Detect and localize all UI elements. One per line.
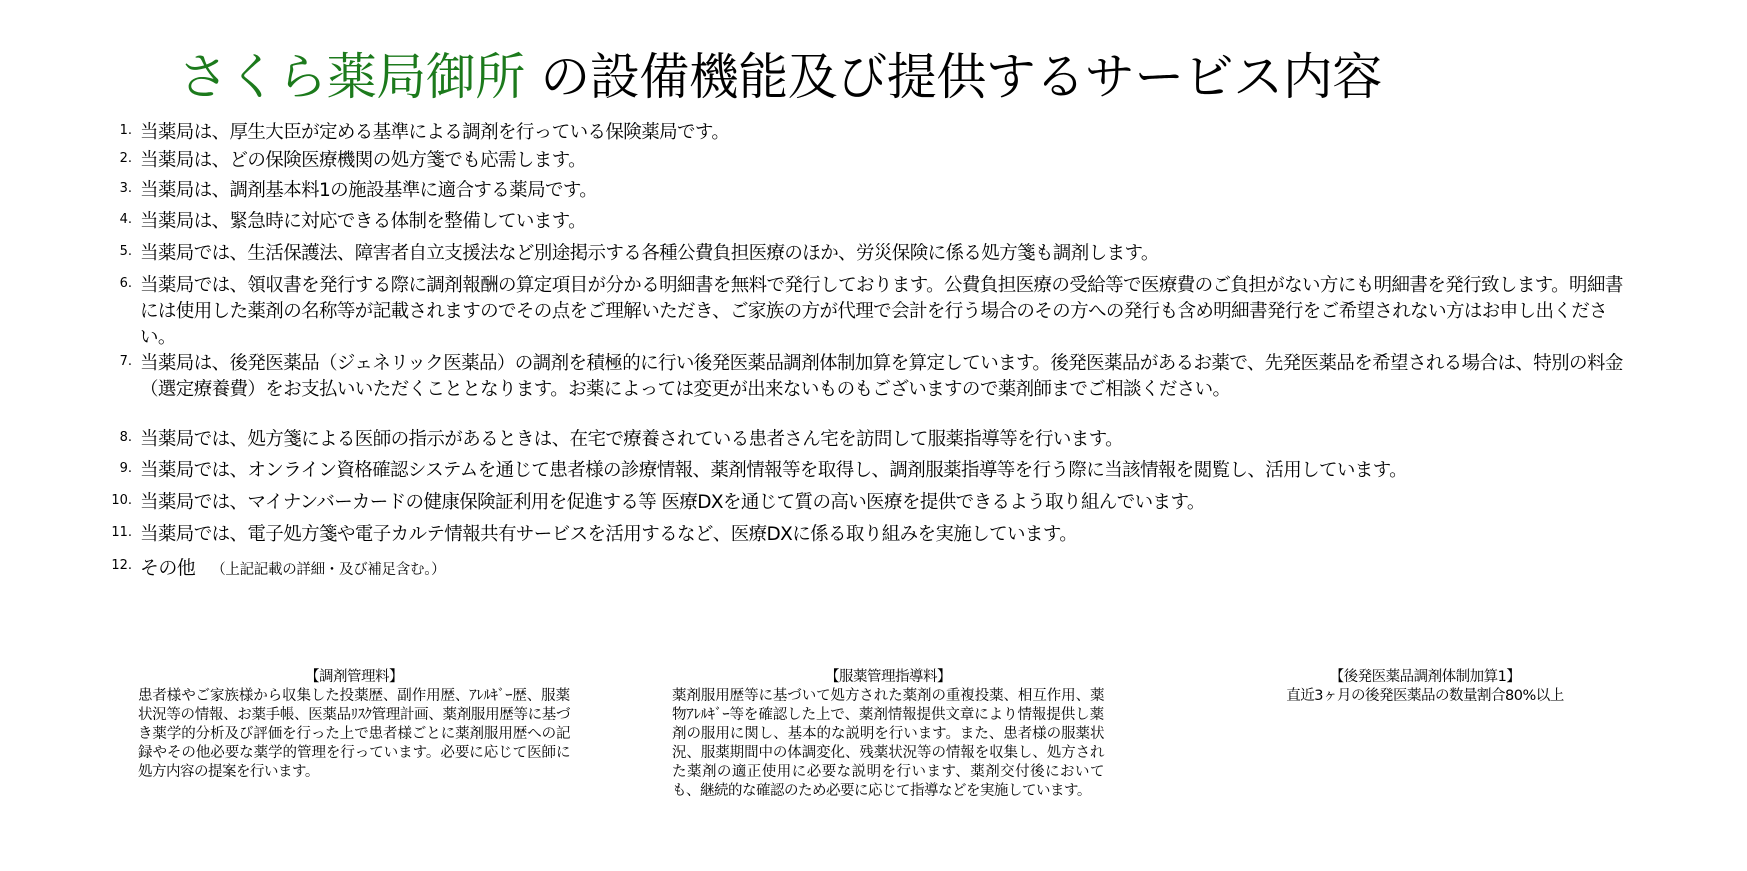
item-text [140, 555, 1640, 583]
item-text: 当薬局は、緊急時に対応できる体制を整備しています。 [140, 211, 587, 232]
item-text: 当薬局は、どの保険医療機関の処方箋でも応需します。 [140, 150, 587, 171]
item-number: 1. [119, 123, 132, 138]
item-text: 当薬局では、電子処方箋や電子カルテ情報共有サービスを活用するなど、医療DXに係る取り組みを実施しています。 [140, 524, 1078, 545]
item-text: 当薬局は、厚生大臣が定める基準による調剤を行っている保険薬局です。 [140, 122, 730, 143]
pharmacy-name: さくら薬局御所 [178, 48, 525, 106]
item-number: 8. [119, 430, 132, 445]
item-text: 当薬局では、マイナンバーカードの健康保険証利用を促進する等 医療DXを通じて質の高い医療を提供できるよう取り組んでいます。 [140, 492, 1205, 513]
item-text: 当薬局では、処方箋による医師の指示があるときは、在宅で療養されている患者さん宅を訪問して服薬指導等を行います。 [140, 429, 1124, 450]
item-number: 3. [119, 181, 132, 196]
note-body: 患者様やご家族様から収集した投薬歴、副作用歴、ｱﾚﾙｷﾞｰ歴、服薬状況等の情報、お薬手帳、医薬品ﾘｽｸ管理計画、薬剤服用歴等に基づき薬学的分析及び評価を行った上で患者様ごとに薬剤服用歴への記録やその他必要な薬学的管理を行っています。必要に応じて医師に処方内容の提案を行います。 [138, 688, 570, 780]
note-dispensing-management [138, 668, 570, 782]
item-text: 当薬局では、オンライン資格確認システムを通じて患者様の診療情報、薬剤情報等を取得し、調剤服薬指導等を行う際に当該情報を閲覧し、活用しています。 [140, 460, 1408, 481]
item-number: 9. [119, 461, 132, 476]
note-title: 【調剤管理料】 [305, 669, 403, 685]
other-note: （上記記載の詳細・及び補足含む。） [211, 562, 446, 578]
note-body: 薬剤服用歴等に基づいて処方された薬剤の重複投薬、相互作用、薬物ｱﾚﾙｷﾞｰ等を確認した上で、薬剤情報提供文章により情報提供し薬剤の服用に関し、基本的な説明を行います。また、患者様の服薬状況、服薬期間中の体調変化、残薬状況等の情報を収集し、処方された薬剤の適正使用に必要な説明を行います、薬剤交付後においても、継続的な確認のため必要に応じて指導などを実施しています。 [672, 688, 1104, 799]
note-title: 【後発医薬品調剤体制加算1】 [1329, 669, 1521, 685]
item-number: 4. [119, 212, 132, 227]
note-title: 【服薬管理指導料】 [825, 669, 951, 685]
note-body: 直近3ヶ月の後発医薬品の数量割合80%以上 [1286, 688, 1564, 704]
item-number: 7. [119, 354, 132, 369]
item-text: 当薬局は、後発医薬品（ジェネリック医薬品）の調剤を積極的に行い後発医薬品調剤体制加算を算定しています。後発医薬品があるお薬で、先発医薬品を希望される場合は、特別の料金（選定療養費）をお支払いいただくこととなります。お薬によっては変更が出来ないものもございますので薬剤師までご相談ください。 [140, 353, 1623, 400]
note-medication-guidance [672, 668, 1104, 801]
note-generic-drug-addition [1210, 668, 1640, 706]
item-number: 10. [111, 493, 132, 508]
other-label: その他 [140, 557, 196, 579]
item-text: 当薬局では、領収書を発行する際に調剤報酬の算定項目が分かる明細書を無料で発行しております。公費負担医療の受給等で医療費のご負担がない方にも明細書を発行致します。明細書には使用した薬剤の名称等が記載されますのでその点をご理解いただき、ご家族の方が代理で会計を行う場合のその方への発行も含め明細書発行をご希望されない方はお申し出ください。 [140, 275, 1623, 348]
title-text: の設備機能及び提供するサービス内容 [524, 48, 1382, 106]
item-text: 当薬局では、生活保護法、障害者自立支援法など別途掲示する各種公費負担医療のほか、労災保険に係る処方箋も調剤します。 [140, 243, 1159, 264]
item-text: 当薬局は、調剤基本料1の施設基準に適合する薬局です。 [140, 180, 598, 201]
item-number: 5. [119, 244, 132, 259]
item-number: 12. [111, 558, 132, 573]
item-number: 2. [119, 151, 132, 166]
item-number: 11. [111, 525, 132, 540]
item-number: 6. [119, 276, 132, 291]
